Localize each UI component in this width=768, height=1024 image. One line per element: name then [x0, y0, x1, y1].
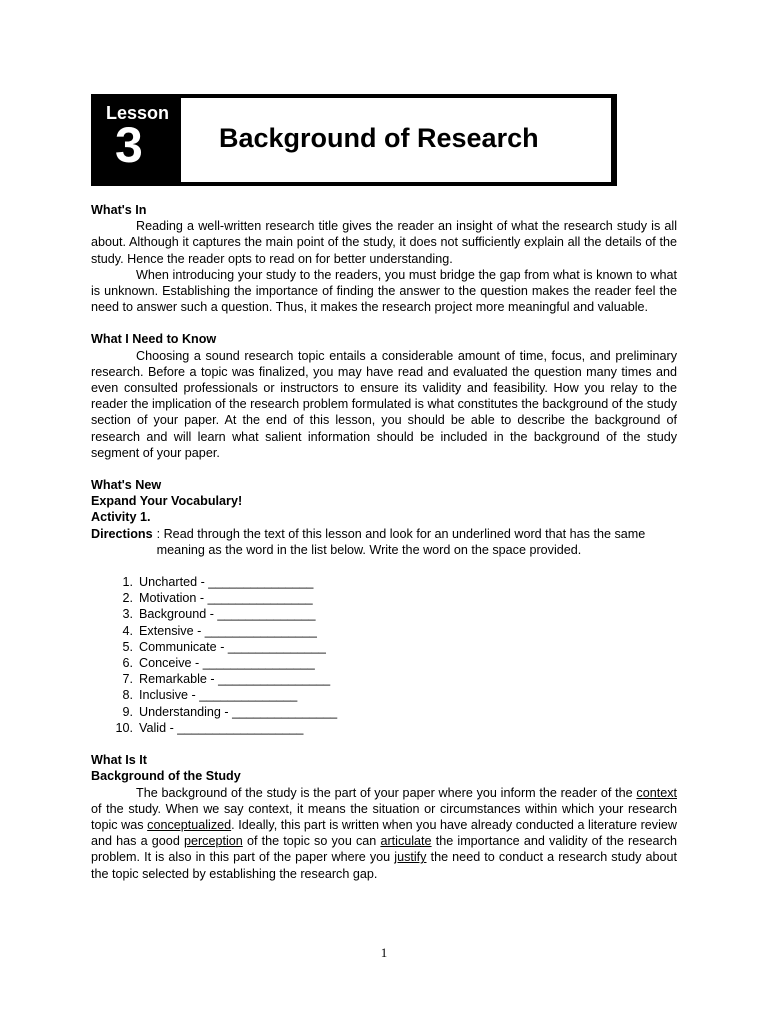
list-item — [91, 704, 677, 720]
underlined-word-perception: perception — [183, 834, 243, 849]
list-item — [91, 606, 677, 622]
list-item-number: 3. — [122, 607, 133, 622]
list-item — [91, 574, 677, 590]
page-number: 1 — [380, 945, 388, 960]
list-item-number: 10. — [115, 720, 133, 735]
list-item-text: Uncharted - _______________ — [139, 575, 314, 590]
directions-text: : Read through the text of this lesson and look for an underlined word that has the same meaning as the word in the list below. Write the word on the space provided. — [156, 526, 646, 557]
lesson-content — [91, 202, 677, 882]
directions-label: Directions — [91, 526, 153, 541]
list-item-number: 8. — [122, 688, 133, 703]
underlined-word-articulate: articulate — [380, 834, 432, 849]
whats-new-heading: What's New — [91, 478, 162, 493]
list-item-text: Communicate - ______________ — [139, 639, 326, 654]
what-is-it-paragraph: The background of the study is the part of your paper where you inform the reader of the context of the study. When we say context, it means the situation or circumstances within which your research topic was conceptualized. Ideally, this part is written when you have already conducted a literature review and has a good perception of the topic so you can articulate the importance and validity of the research problem. It is also in this part of the paper where you justify the need to conduct a research study about the topic selected by establishing the research gap. — [91, 785, 678, 881]
what-is-it-heading: What Is It — [91, 753, 147, 768]
list-item — [91, 590, 677, 606]
list-item-text: Inclusive - ______________ — [139, 688, 298, 703]
lesson-number: 3 — [115, 117, 143, 173]
list-item — [91, 655, 677, 671]
list-item-text: Extensive - ________________ — [139, 623, 317, 638]
list-item-number: 9. — [122, 704, 133, 719]
list-item-number: 6. — [122, 656, 133, 671]
expand-vocabulary-heading: Expand Your Vocabulary! — [91, 494, 243, 509]
whats-in-heading: What's In — [91, 203, 147, 217]
list-item-text: Remarkable - ________________ — [139, 672, 331, 687]
activity-heading: Activity 1. — [91, 510, 151, 525]
underlined-word-context: context — [636, 785, 677, 800]
vocabulary-list — [91, 574, 677, 736]
list-item — [91, 639, 677, 655]
directions — [91, 526, 677, 558]
list-item — [91, 687, 677, 703]
whats-in-paragraph-1: Reading a well-written research title gives the reader an insight of what the research study is all about. Although it captures the main point of the study, it does not sufficiently explain all the details of the study. Hence the reader opts to read on for better understanding. — [91, 219, 677, 266]
list-item-text: Understanding - _______________ — [139, 704, 338, 719]
title-box-shadow-right — [614, 94, 617, 186]
list-item-text: Background - ______________ — [139, 607, 316, 622]
lesson-title: Background of Research — [219, 123, 539, 153]
lesson-badge — [91, 94, 181, 186]
list-item-number: 4. — [122, 623, 133, 638]
need-to-know-heading: What I Need to Know — [91, 332, 217, 347]
lesson-header — [91, 94, 617, 186]
underlined-word-justify: justify — [394, 850, 427, 865]
list-item — [91, 671, 677, 687]
need-to-know-paragraph: Choosing a sound research topic entails a considerable amount of time, focus, and preliminary research. Before a topic was finalized, you may have read and evaluated the question many times and even consulted professionals or instructors to ensure its validity and feasibility. How you relay to the reader the implication of the research problem formulated is what constitutes the background of the study section of your paper. At the end of this lesson, you should be able to describe the background of research and will learn what salient information should be included in the background of the study segment of your paper. — [91, 348, 677, 460]
list-item-text: Conceive - ________________ — [139, 656, 315, 671]
underlined-word-conceptualized: conceptualized — [147, 817, 232, 832]
list-item-number: 5. — [122, 639, 133, 654]
list-item-text: Motivation - _______________ — [139, 591, 313, 606]
title-box-shadow-bottom — [181, 182, 617, 185]
list-item-number: 2. — [122, 591, 133, 606]
whats-in-paragraph-2: When introducing your study to the readers, you must bridge the gap from what is known to what is unknown. Establishing the importance of finding the answer to the question makes the reader feel the need to answer such a question. Thus, it makes the research project more meaningful and valuable. — [91, 267, 677, 315]
list-item — [91, 720, 677, 736]
background-of-study-heading: Background of the Study — [91, 769, 241, 784]
lesson-label: Lesson — [106, 103, 170, 123]
list-item-text: Valid - __________________ — [139, 720, 304, 735]
list-item-number: 1. — [122, 575, 133, 590]
list-item-number: 7. — [122, 672, 133, 687]
list-item — [91, 623, 677, 639]
